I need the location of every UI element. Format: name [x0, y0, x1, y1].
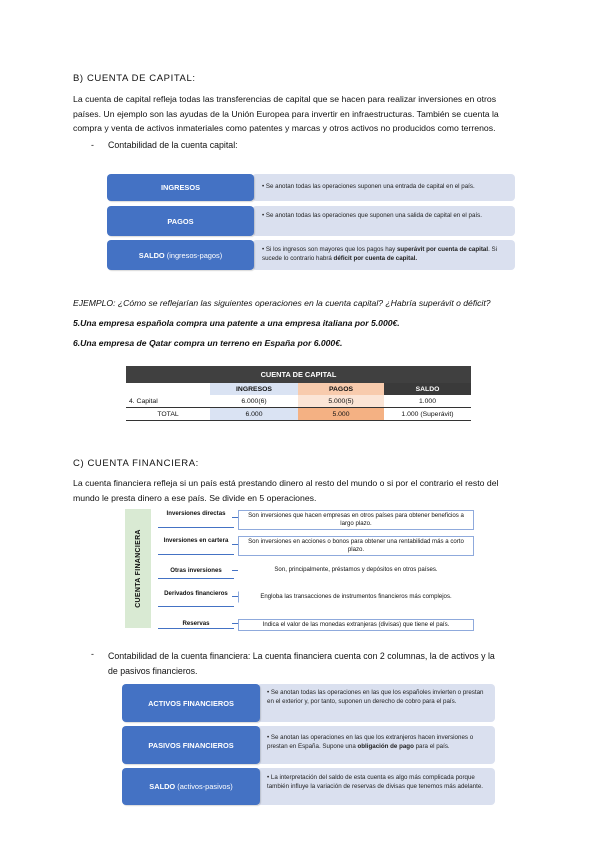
para-line: compra y venta de activos inmateriales como patentes y marcas y otros activos no producidos como terrenos.	[73, 123, 496, 134]
op-underline	[158, 578, 234, 579]
bullet-dash: -	[91, 649, 94, 659]
bullet-dash: -	[91, 140, 94, 150]
total-ingresos: 6.000	[210, 408, 298, 421]
row-pagos: 5.000(5)	[298, 395, 384, 408]
op-desc: Son inversiones que hacen empresas en otros países para obtener beneficios a largo plazo.	[238, 510, 474, 530]
op-underline	[158, 527, 234, 528]
capital-row-label: SALDO (ingresos-pagos)	[107, 240, 254, 270]
fin-row-activos	[122, 684, 495, 722]
table-corner	[126, 383, 210, 395]
fin-row-desc: • La interpretación del saldo de esta cuenta es algo más complicada porque también influye la variación de reservas de divisas que tenemos más adelante.	[257, 768, 495, 805]
total-pagos: 5.000	[298, 408, 384, 421]
example-question: EJEMPLO: ¿Cómo se reflejarían las siguientes operaciones en la cuenta capital? ¿Habría superávit o déficit?	[73, 298, 491, 308]
th-pagos: PAGOS	[298, 383, 384, 395]
th-saldo: SALDO	[384, 383, 471, 395]
fin-row-label: PASIVOS FINANCIEROS	[122, 726, 260, 764]
row-label: 4. Capital	[129, 397, 158, 405]
section-c-paragraph	[73, 476, 533, 505]
example-line-5: 5.Una empresa española compra una patente a una empresa italiana por 5.000€.	[73, 318, 400, 328]
fin-row-label: ACTIVOS FINANCIEROS	[122, 684, 260, 722]
op-desc: Engloba las transacciones de instrumentos financieros más complejos.	[238, 591, 474, 603]
op-label: Inversiones directas	[166, 510, 226, 517]
th-ingresos: INGRESOS	[210, 383, 298, 395]
para-line: mundo le presta dinero a ese país. Se divide en 5 operaciones.	[73, 492, 317, 503]
op-desc: Indica el valor de las monedas extranjeras (divisas) que tiene el país.	[238, 619, 474, 631]
fin-row-saldo	[122, 768, 495, 805]
bullet-capital: Contabilidad de la cuenta capital:	[108, 140, 238, 150]
fin-row-label: SALDO (activos-pasivos)	[122, 768, 260, 805]
total-label: TOTAL	[126, 408, 210, 421]
fin-row-desc: • Se anotan todas las operaciones en las que los españoles invierten o prestan en el exterior y, por tanto, suponen un derecho de cobro para el país.	[257, 684, 495, 722]
op-label: Derivados financieros	[164, 590, 228, 597]
total-saldo: 1.000 (Superávit)	[384, 408, 471, 421]
op-label: Inversiones en cartera	[163, 537, 229, 544]
bullet-line: de pasivos financieros.	[108, 665, 198, 676]
para-line: La cuenta de capital refleja todas las transferencias de capital que se hacen para realizar inversiones en otros	[73, 94, 497, 104]
bullet-line: Contabilidad de la cuenta financiera: La cuenta financiera cuenta con 2 columnas, la de activos y la	[108, 651, 495, 661]
capital-table	[126, 366, 471, 421]
para-line: países. Un ejemplo son las ayudas de la Unión Europea para invertir en infraestructuras. También se cuenta la	[73, 108, 499, 119]
section-c-heading: C) CUENTA FINANCIERA:	[73, 458, 199, 469]
example-line-6: 6.Una empresa de Qatar compra un terreno en España por 6.000€.	[73, 338, 343, 348]
capital-row-label: PAGOS	[107, 206, 254, 236]
fin-row-desc: • Se anotan las operaciones en las que los extranjeros hacen inversiones o prestan en España. Supone una obligación de pago para el país.	[257, 726, 495, 764]
table-title: CUENTA DE CAPITAL	[126, 366, 471, 383]
op-desc: Son, principalmente, préstamos y depósitos en otros países.	[274, 566, 438, 573]
op-underline	[158, 606, 234, 607]
capital-row-desc: • Si los ingresos son mayores que los pagos hay superávit por cuenta de capital. Si sucede lo contrario habrá déficit por cuenta de capital.	[252, 240, 515, 270]
bullet-financiera	[108, 649, 528, 678]
fin-row-pasivos	[122, 726, 495, 764]
op-label: Otras inversiones	[170, 567, 222, 574]
para-line: La cuenta financiera refleja si un país está prestando dinero al resto del mundo o si por el contrario el resto del	[73, 478, 499, 488]
op-underline	[158, 554, 234, 555]
capital-row-desc: • Se anotan todas las operaciones suponen una entrada de capital en el país.	[252, 174, 515, 201]
cuenta-financiera-label: CUENTA FINANCIERA	[125, 509, 151, 628]
op-underline	[158, 628, 234, 629]
capital-row-pagos	[107, 206, 515, 236]
capital-row-ingresos	[107, 174, 515, 201]
row-ingresos: 6.000(6)	[241, 397, 267, 405]
op-label: Reservas	[182, 620, 210, 627]
row-saldo: 1.000	[418, 397, 436, 405]
capital-row-label: INGRESOS	[107, 174, 254, 201]
capital-row-desc: • Se anotan todas las operaciones que suponen una salida de capital en el país.	[252, 206, 515, 236]
section-b-paragraph	[73, 92, 533, 136]
capital-row-saldo	[107, 240, 515, 270]
op-desc: Son inversiones en acciones o bonos para obtener una rentabilidad más a corto plazo.	[238, 536, 474, 556]
section-b-heading: B) CUENTA DE CAPITAL:	[73, 73, 196, 84]
